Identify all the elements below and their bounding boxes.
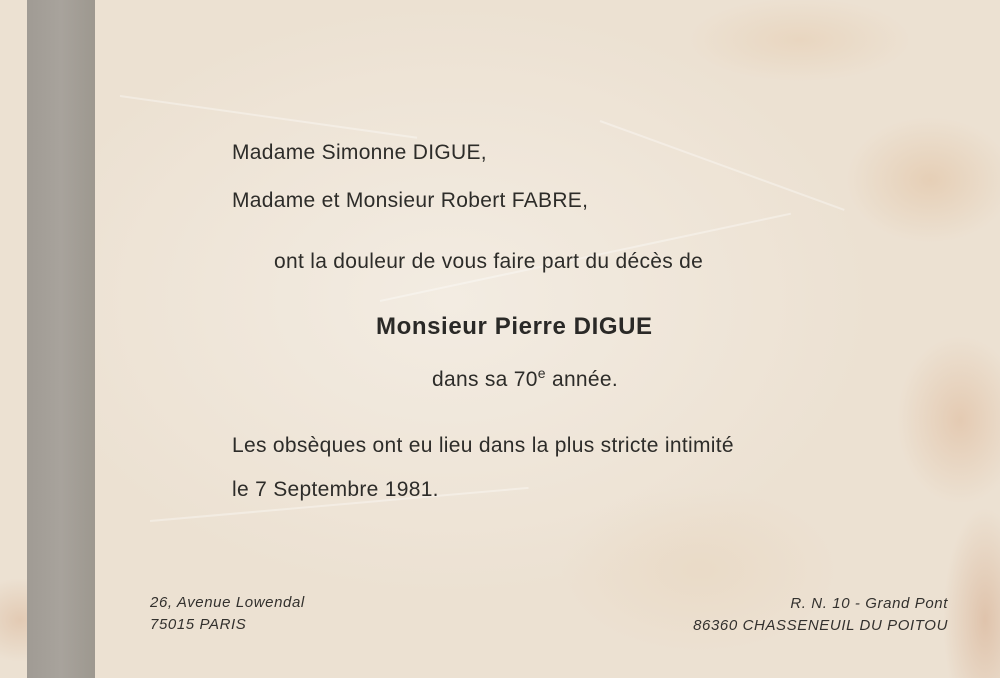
age-superscript: e <box>537 365 546 381</box>
deceased-name: Monsieur Pierre DIGUE <box>376 313 653 340</box>
address-left <box>150 592 305 636</box>
announcement-text: ont la douleur de vous faire part du décès de <box>274 250 704 273</box>
address-right-street: R. N. 10 - Grand Pont <box>790 595 948 612</box>
age-prefix: dans sa 70 <box>432 368 538 391</box>
paper-crease <box>120 95 417 139</box>
address-left-street: 26, Avenue Lowendal <box>150 594 305 611</box>
age-suffix: année. <box>545 368 619 391</box>
funeral-line-2: le 7 Septembre 1981. <box>232 478 439 501</box>
address-right <box>693 593 948 637</box>
address-left-city: 75015 PARIS <box>150 616 247 633</box>
sender-line-2: Madame et Monsieur Robert FABRE, <box>232 189 589 212</box>
address-right-city: 86360 CHASSENEUIL DU POITOU <box>693 617 948 634</box>
age-line <box>432 365 619 392</box>
paper-crease <box>600 120 845 211</box>
sender-line-1: Madame Simonne DIGUE, <box>232 141 487 164</box>
funeral-line-1: Les obsèques ont eu lieu dans la plus stricte intimité <box>232 434 734 457</box>
mourning-stripe <box>27 0 95 678</box>
